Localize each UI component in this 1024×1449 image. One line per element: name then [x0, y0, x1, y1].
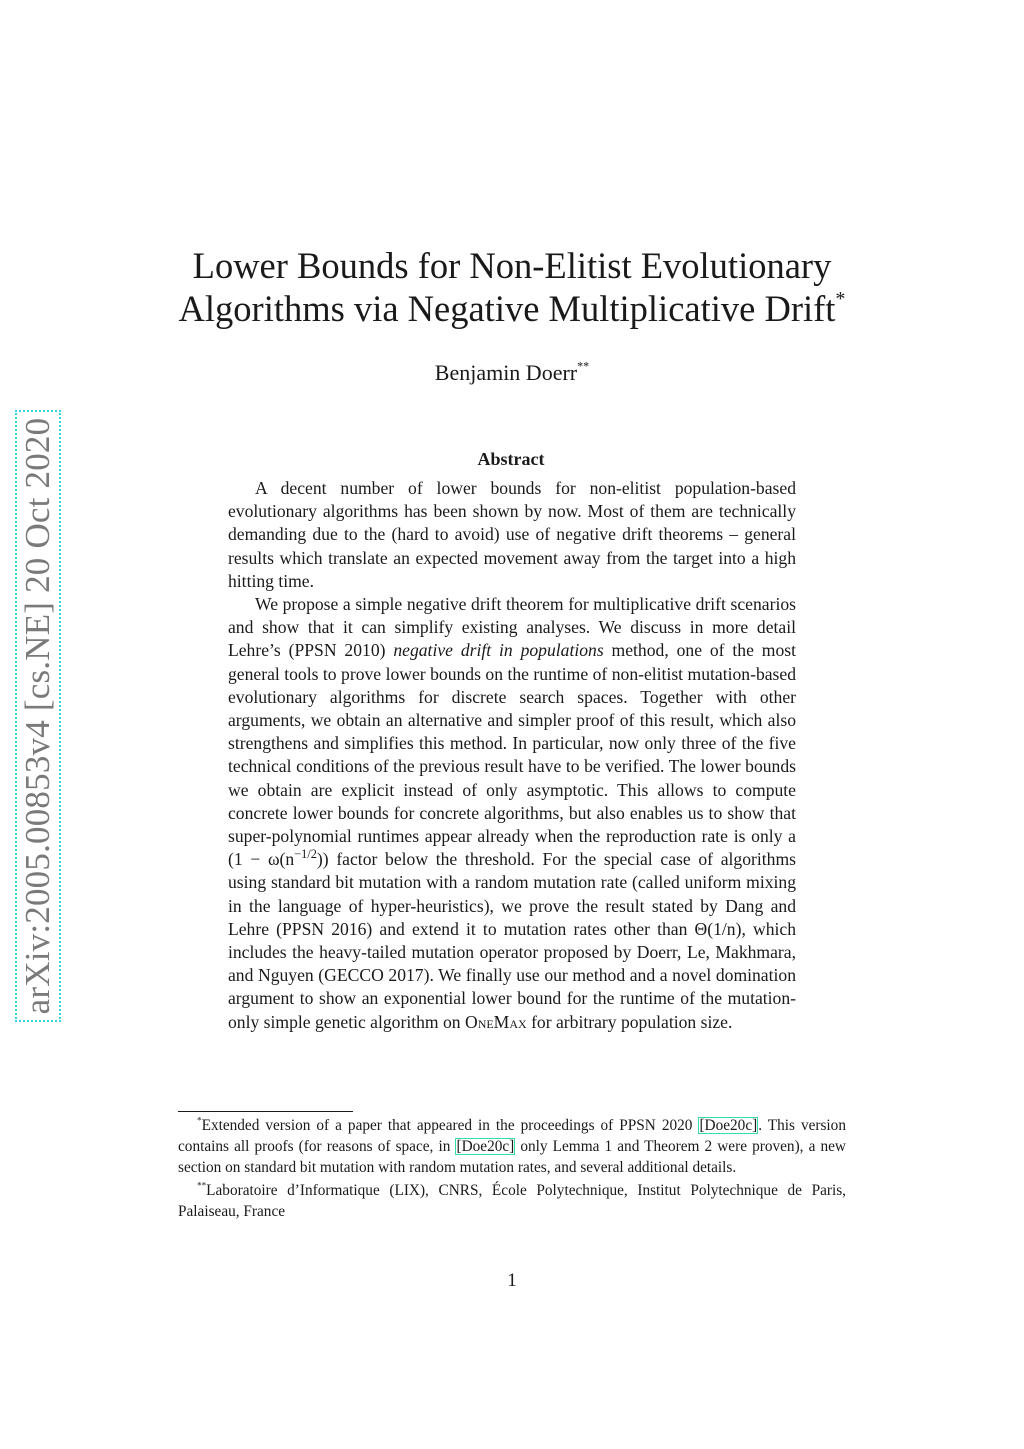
abstract-p2-onemax: OneMax — [464, 1011, 527, 1032]
title-line-1: Lower Bounds for Non-Elitist Evolutionary — [192, 245, 832, 286]
citation-link[interactable]: [Doe20c] — [699, 1117, 758, 1134]
abstract-p2-emphasis: negative drift in populations — [393, 640, 604, 661]
author-name: Benjamin Doerr — [434, 360, 578, 385]
abstract-p2-part-a: We propose a simple negative drift theorem for multiplicative drift scenarios and show that it can simplify existing analyses. We discuss in more detail Lehre’s (PPSN 2010) — [228, 594, 796, 661]
page-number: 1 — [507, 1270, 517, 1291]
abstract-body — [228, 477, 796, 1034]
footnote-1-mark: * — [197, 1115, 202, 1126]
footnote-2-text: Laboratoire d’Informatique (LIX), CNRS, École Polytechnique, Institut Polytechnique de Paris, Palaiseau, France — [178, 1182, 846, 1220]
author — [150, 360, 874, 386]
title-line-2 — [150, 287, 874, 330]
footnote-1 — [178, 1115, 846, 1178]
paper-title — [150, 244, 874, 330]
abstract-p2-exponent: −1/2 — [294, 847, 317, 862]
citation-link[interactable]: [Doe20c] — [456, 1138, 515, 1155]
footnote-1-part-c: only Lemma 1 and Theorem 2 were proven), a new section on standard bit mutation with random mutation rates, and several additional details. — [178, 1138, 846, 1176]
author-footnote-mark[interactable]: ** — [577, 359, 590, 374]
footnote-2 — [178, 1180, 846, 1222]
arxiv-stamp — [15, 410, 61, 1022]
footnotes — [178, 1115, 846, 1224]
abstract-paragraph-2 — [228, 593, 796, 1034]
abstract-paragraph-1: A decent number of lower bounds for non-elitist population-based evolutionary algorithms has been shown by now. Most of them are technically demanding due to the (hard to avoid) use of negative drift theorems – general results which translate an expected movement away from the target into a high hitting time. — [228, 478, 796, 591]
footnote-1-part-a: Extended version of a paper that appeared in the proceedings of PPSN 2020 — [201, 1117, 699, 1134]
footnote-2-mark: ** — [197, 1180, 207, 1191]
abstract-heading: Abstract — [477, 449, 545, 469]
arxiv-identifier: arXiv:2005.00853v4 [cs.NE] 20 Oct 2020 — [18, 417, 57, 1015]
abstract-p2-part-b: method, one of the most general tools to prove lower bounds on the runtime of non-elitist mutation-based evolutionary algorithms for discrete search spaces. Together with other arguments, we obtain an alternative and simpler proof of this result, which also strengthens and simplifies this method. In particular, now only three of the five technical conditions of the previous result have to be verified. The lower bounds we obtain are explicit instead of only asymptotic. This allows to compute concrete lower bounds for concrete algorithms, but also enables us to show that super-polynomial runtimes appear already when the reproduction rate is only a (1 − ω(n — [228, 640, 796, 870]
abstract-p2-part-d: for arbitrary population size. — [526, 1011, 733, 1032]
title-line-2-text: Algorithms via Negative Multiplicative Drift — [178, 288, 836, 329]
title-footnote-mark[interactable]: * — [835, 287, 846, 310]
footnote-1-part-b: . This version contains all proofs (for reasons of space, in — [178, 1117, 846, 1155]
footnote-rule — [178, 1111, 353, 1112]
abstract-p2-part-c: )) factor below the threshold. For the special case of algorithms using standard bit mutation with a random mutation rate (called uniform mixing in the language of hyper-heuristics), we prove the result stated by Dang and Lehre (PPSN 2016) and extend it to mutation rates other than Θ(1/n), which includes the heavy-tailed mutation operator proposed by Doerr, Le, Makhmara, and Nguyen (GECCO 2017). We finally use our method and a novel domination argument to show an exponential lower bound for the runtime of the mutation-only simple genetic algorithm on — [228, 849, 796, 1032]
